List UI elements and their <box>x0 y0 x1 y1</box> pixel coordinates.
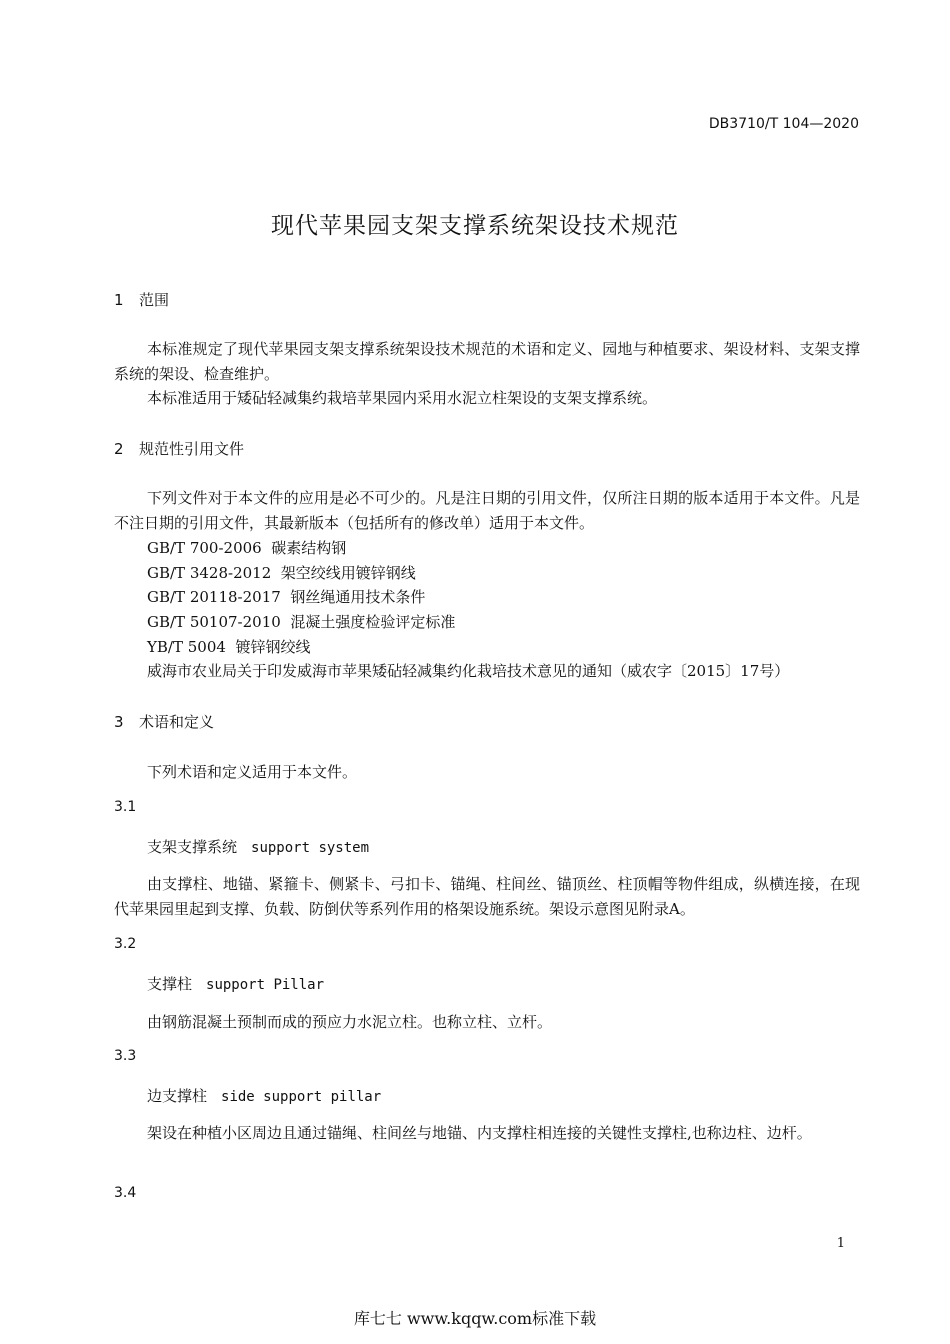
term-heading <box>147 836 369 857</box>
document-number: DB3710/T 104—2020 <box>708 116 859 132</box>
section-2-paragraph-1: 下列文件对于本文件的应用是必不可少的。凡是注日期的引用文件，仅所注日期的版本适用于本文件。凡是不注日期的引用文件，其最新版本（包括所有的修改单）适用于本文件。 <box>114 489 860 532</box>
section-3-intro: 下列术语和定义适用于本文件。 <box>147 763 358 781</box>
section-title: 规范性引用文件 <box>139 440 245 458</box>
reference-name: 镀锌钢绞线 <box>235 638 311 656</box>
term-zh: 支架支撑系统 <box>147 838 238 856</box>
term-number: 3.1 <box>114 799 137 815</box>
reference-code: GB/T 20118-2017 <box>147 588 281 606</box>
page-number: 1 <box>836 1236 845 1251</box>
section-1-paragraph-2: 本标准适用于矮砧轻减集约栽培苹果园内采用水泥立柱架设的支架支撑系统。 <box>147 389 658 407</box>
section-1-heading <box>114 289 169 310</box>
reference-item <box>147 537 346 558</box>
section-number: 2 <box>114 440 124 458</box>
reference-name: 钢丝绳通用技术条件 <box>290 588 426 606</box>
reference-item <box>147 611 455 632</box>
term-zh: 边支撑柱 <box>147 1087 208 1105</box>
term-en: side support pillar <box>221 1089 382 1105</box>
section-3-heading <box>114 711 214 732</box>
reference-name: 碳素结构钢 <box>271 539 347 557</box>
term-number: 3.2 <box>114 936 137 952</box>
term-en: support Pillar <box>206 977 325 993</box>
term-definition: 由支撑柱、地锚、紧箍卡、侧紧卡、弓扣卡、锚绳、柱间丝、锚顶丝、柱顶帽等物件组成，纵横连接，在现代苹果园里起到支撑、负载、防倒伏等系列作用的格架设施系统。架设示意图见附录A。 <box>114 875 860 918</box>
document-title: 现代苹果园支架支撑系统架设技术规范 <box>271 213 679 239</box>
section-title: 术语和定义 <box>139 713 215 731</box>
term-number: 3.4 <box>114 1185 137 1201</box>
footer-watermark: 库七七 www.kqqw.com标准下载 <box>353 1309 597 1328</box>
term-definition: 架设在种植小区周边且通过锚绳、柱间丝与地锚、内支撑柱相连接的关键性支撑柱,也称边柱、边杆。 <box>147 1124 812 1142</box>
reference-item <box>147 586 425 607</box>
term-en: support system <box>251 840 370 856</box>
term-definition: 由钢筋混凝土预制而成的预应力水泥立柱。也称立柱、立杆。 <box>147 1013 553 1031</box>
term-heading <box>147 1085 381 1106</box>
section-number: 3 <box>114 713 124 731</box>
section-title: 范围 <box>139 291 170 309</box>
reference-code: YB/T 5004 <box>147 638 226 656</box>
section-2-heading <box>114 438 244 459</box>
section-1-paragraph-1: 本标准规定了现代苹果园支架支撑系统架设技术规范的术语和定义、园地与种植要求、架设材料、支架支撑系统的架设、检查维护。 <box>114 340 860 383</box>
term-number: 3.3 <box>114 1048 137 1064</box>
term-zh: 支撑柱 <box>147 975 193 993</box>
reference-code: GB/T 700-2006 <box>147 539 262 557</box>
reference-code: GB/T 50107-2010 <box>147 613 281 631</box>
reference-notice: 威海市农业局关于印发威海市苹果矮砧轻减集约化栽培技术意见的通知（威农字〔2015〕17号） <box>147 662 790 680</box>
reference-name: 架空绞线用镀锌钢线 <box>280 564 416 582</box>
reference-code: GB/T 3428-2012 <box>147 564 272 582</box>
term-heading <box>147 973 324 994</box>
reference-item <box>147 562 416 583</box>
reference-item <box>147 636 311 657</box>
reference-name: 混凝土强度检验评定标准 <box>290 613 456 631</box>
section-number: 1 <box>114 291 124 309</box>
